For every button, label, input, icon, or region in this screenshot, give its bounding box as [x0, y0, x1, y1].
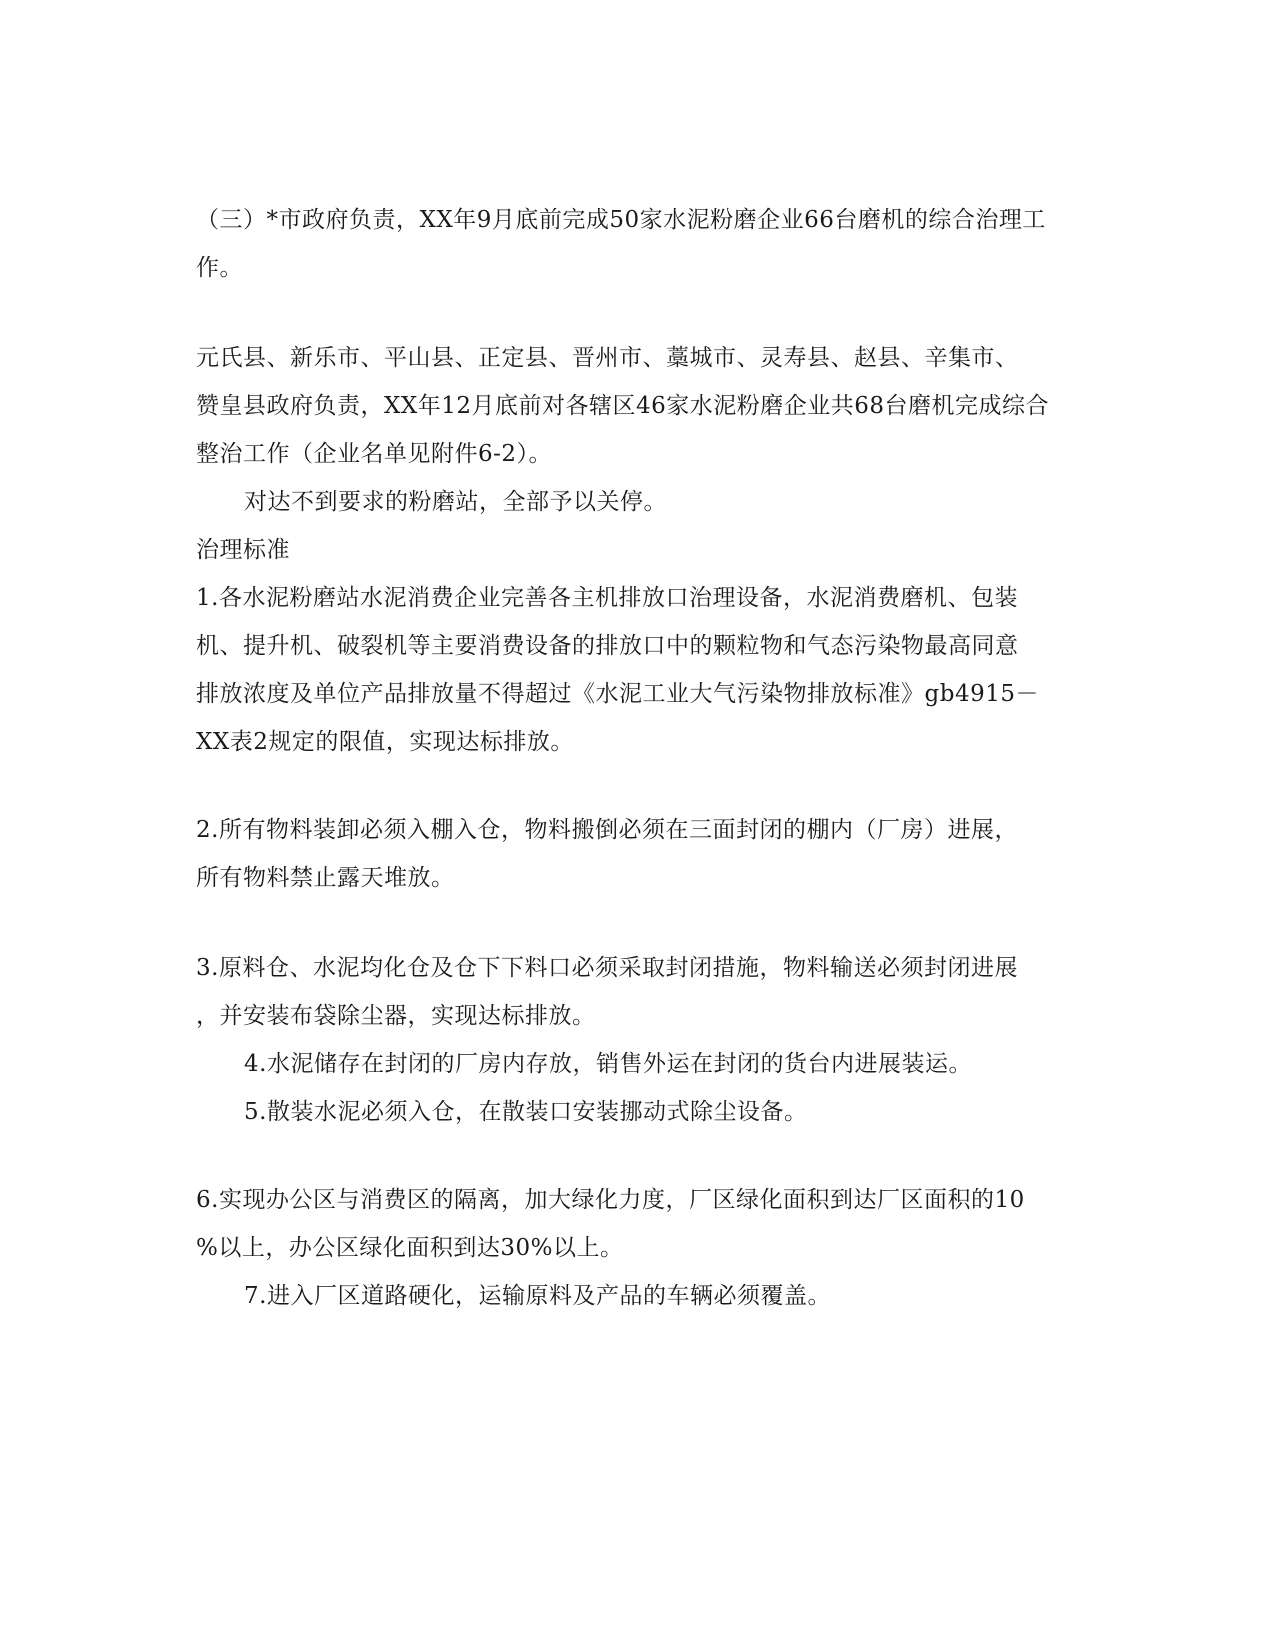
text-line: 作。	[196, 255, 243, 281]
standard-item-1	[196, 574, 1076, 766]
standard-item-2	[196, 806, 1076, 902]
text-line: 对达不到要求的粉磨站，全部予以关停。	[244, 489, 667, 515]
text-line: 机、提升机、破裂机等主要消费设备的排放口中的颗粒物和气态污染物最高同意	[196, 633, 1019, 659]
text-line: 6.实现办公区与消费区的隔离，加大绿化力度，厂区绿化面积到达厂区面积的10	[196, 1187, 1025, 1213]
text-line: 赞皇县政府负责，XX年12月底前对各辖区46家水泥粉磨企业共68台磨机完成综合	[196, 393, 1050, 419]
paragraph-shutdown-notice	[244, 478, 1076, 526]
text-line: 2.所有物料装卸必须入棚入仓，物料搬倒必须在三面封闭的棚内（厂房）进展，	[196, 817, 1018, 843]
text-line: 7.进入厂区道路硬化，运输原料及产品的车辆必须覆盖。	[244, 1283, 831, 1309]
standard-item-3	[196, 944, 1076, 1040]
text-line: 排放浓度及单位产品排放量不得超过《水泥工业大气污染物排放标准》gb4915－	[196, 681, 1039, 707]
standard-item-5	[244, 1088, 1076, 1136]
text-line: 整治工作（企业名单见附件6-2）。	[196, 441, 553, 467]
text-line: 4.水泥储存在封闭的厂房内存放，销售外运在封闭的货台内进展装运。	[244, 1051, 972, 1077]
standard-item-7	[244, 1272, 1076, 1320]
text-line: 所有物料禁止露天堆放。	[196, 865, 455, 891]
paragraph-county-responsibility	[196, 334, 1076, 478]
text-line: 元氏县、新乐市、平山县、正定县、晋州市、藁城市、灵寿县、赵县、辛集市、	[196, 345, 1019, 371]
text-line: 5.散装水泥必须入仓，在散装口安装挪动式除尘设备。	[244, 1099, 808, 1125]
text-line: 3.原料仓、水泥均化仓及仓下下料口必须采取封闭措施，物料输送必须封闭进展	[196, 955, 1018, 981]
text-line: 1.各水泥粉磨站水泥消费企业完善各主机排放口治理设备，水泥消费磨机、包装	[196, 585, 1018, 611]
text-line: （三）*市政府负责，XX年9月底前完成50家水泥粉磨企业66台磨机的综合治理工	[196, 207, 1046, 233]
text-line: ，并安装布袋除尘器，实现达标排放。	[196, 1003, 596, 1029]
text-line: 治理标准	[196, 537, 290, 563]
text-line: XX表2规定的限值，实现达标排放。	[196, 729, 574, 755]
standard-item-4	[244, 1040, 1076, 1088]
text-line: %以上，办公区绿化面积到达30%以上。	[196, 1235, 624, 1261]
paragraph-municipal-responsibility	[196, 196, 1076, 292]
section-heading-standards	[196, 526, 1076, 574]
standard-item-6	[196, 1176, 1076, 1272]
